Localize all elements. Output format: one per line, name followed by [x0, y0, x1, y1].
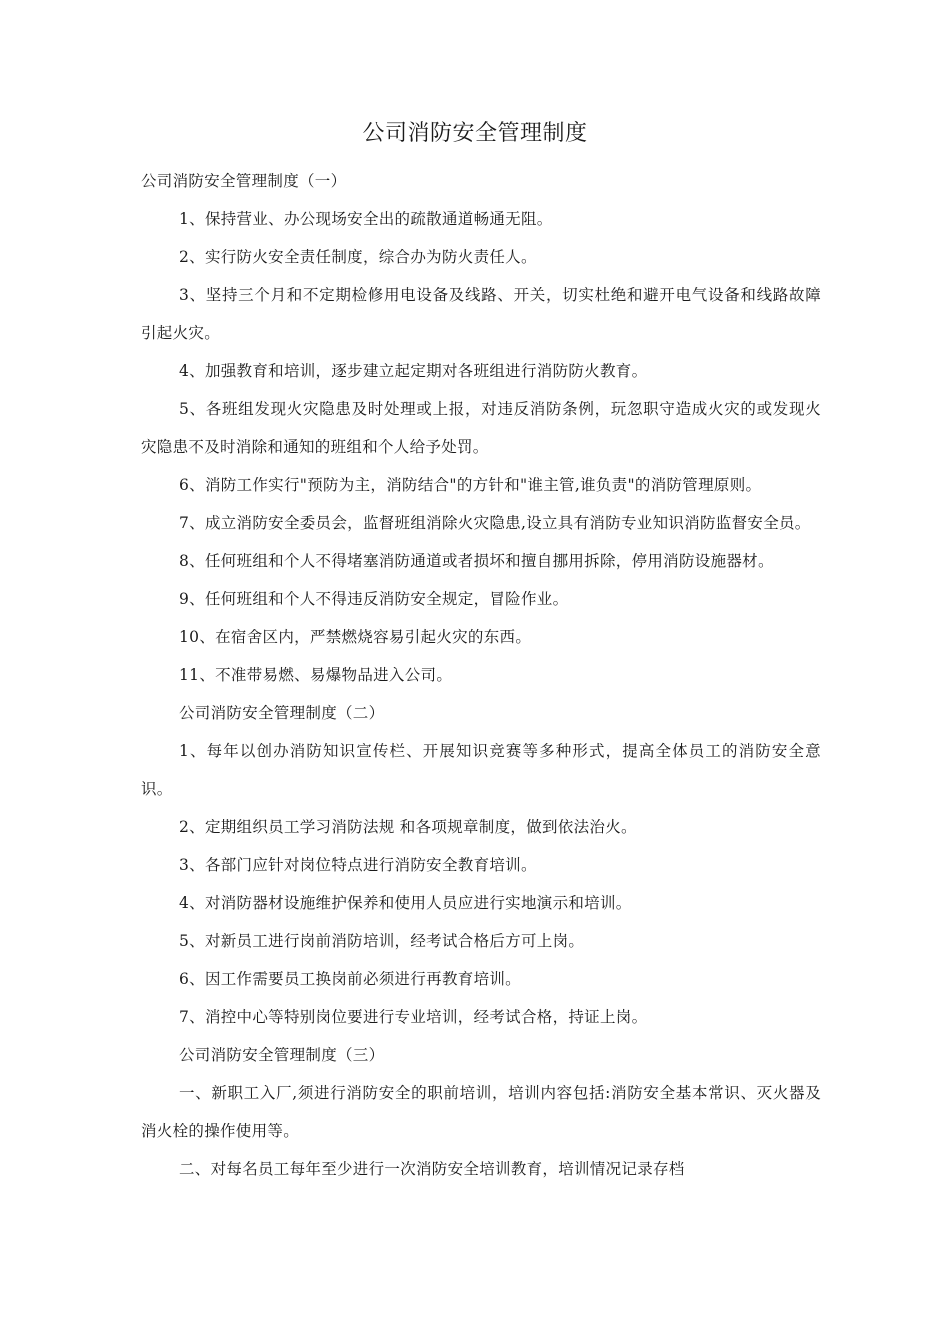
paragraph: 10、在宿舍区内，严禁燃烧容易引起火灾的东西。	[179, 628, 532, 646]
paragraph: 一、新职工入厂,须进行消防安全的职前培训，培训内容包括:消防安全基本常识、灭火器及消火栓的操作使用等。	[141, 1084, 821, 1140]
paragraph: 5、各班组发现火灾隐患及时处理或上报，对违反消防条例，玩忽职守造成火灾的或发现火灾隐患不及时消除和通知的班组和个人给予处罚。	[141, 400, 821, 456]
section-heading-2: 公司消防安全管理制度（二）	[179, 704, 385, 722]
paragraph: 1、每年以创办消防知识宣传栏、开展知识竞赛等多种形式，提高全体员工的消防安全意识。	[141, 742, 821, 798]
paragraph: 3、坚持三个月和不定期检修用电设备及线路、开关，切实杜绝和避开电气设备和线路故障引起火灾。	[141, 286, 821, 342]
paragraph: 2、定期组织员工学习消防法规 和各项规章制度，做到依法治火。	[179, 818, 637, 836]
paragraph: 6、消防工作实行"预防为主，消防结合"的方针和"谁主管,谁负责"的消防管理原则。	[179, 476, 762, 494]
section-heading-3: 公司消防安全管理制度（三）	[179, 1046, 385, 1064]
paragraph: 7、消控中心等特别岗位要进行专业培训，经考试合格，持证上岗。	[179, 1008, 648, 1026]
paragraph: 1、保持营业、办公现场安全出的疏散通道畅通无阻。	[179, 210, 553, 228]
paragraph: 6、因工作需要员工换岗前必须进行再教育培训。	[179, 970, 521, 988]
paragraph: 4、对消防器材设施维护保养和使用人员应进行实地演示和培训。	[179, 894, 632, 912]
paragraph: 二、对每名员工每年至少进行一次消防安全培训教育，培训情况记录存档	[179, 1160, 685, 1178]
paragraph: 8、任何班组和个人不得堵塞消防通道或者损坏和擅自挪用拆除，停用消防设施器材。	[179, 552, 774, 570]
paragraph: 5、对新员工进行岗前消防培训，经考试合格后方可上岗。	[179, 932, 585, 950]
document-title: 公司消防安全管理制度	[362, 121, 588, 146]
paragraph: 2、实行防火安全责任制度，综合办为防火责任人。	[179, 248, 537, 266]
paragraph: 7、成立消防安全委员会，监督班组消除火灾隐患,设立具有消防专业知识消防监督安全员。	[179, 514, 811, 532]
document-body	[141, 162, 821, 1188]
paragraph: 4、加强教育和培训，逐步建立起定期对各班组进行消防防火教育。	[179, 362, 648, 380]
paragraph: 11、不准带易燃、易爆物品进入公司。	[179, 666, 453, 684]
paragraph: 3、各部门应针对岗位特点进行消防安全教育培训。	[179, 856, 537, 874]
section-heading-1: 公司消防安全管理制度（一）	[141, 172, 347, 190]
paragraph: 9、任何班组和个人不得违反消防安全规定，冒险作业。	[179, 590, 569, 608]
